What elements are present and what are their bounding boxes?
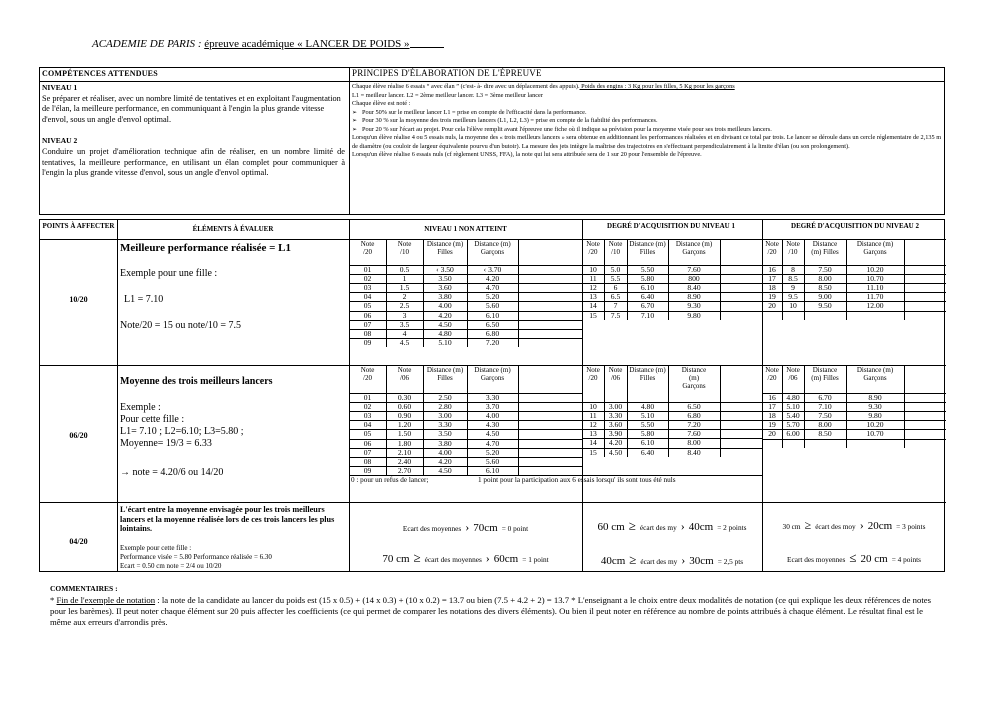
s1-n2-cell: 7.50 bbox=[818, 265, 832, 274]
s1-n2-cell: 9.50 bbox=[818, 301, 832, 311]
s1-n1na-cell: 6.80 bbox=[485, 328, 500, 338]
s2-n1na-cell: 05 bbox=[363, 429, 372, 439]
s1-n2-cell: 9.5 bbox=[788, 292, 798, 302]
competences-block bbox=[42, 83, 345, 179]
s1-n1-cell: 6.40 bbox=[640, 292, 655, 302]
s1-n1na-cell: 07 bbox=[363, 319, 372, 329]
s2-n1na-cell: 06 bbox=[363, 438, 372, 448]
s2-n1-cell: 4.20 bbox=[608, 438, 623, 448]
s2-n2-cell: 5.10 bbox=[786, 402, 800, 412]
s2-n1-cell: 6.10 bbox=[640, 438, 655, 448]
s1-n1na-cell: 06 bbox=[363, 310, 372, 320]
s2-n2-cell: 19 bbox=[768, 420, 776, 430]
s1-n1na-cell: 2 bbox=[402, 292, 407, 302]
s1-n1na-cell: 1.5 bbox=[399, 283, 410, 293]
s1-n1na-cell: 02 bbox=[363, 274, 372, 284]
s2-n1na-cell: 0.30 bbox=[397, 393, 412, 402]
s1-n2-cell: 10.70 bbox=[866, 274, 884, 284]
s2-n1na-header: Note /06 bbox=[397, 366, 412, 382]
s1-n1na-cell: 04 bbox=[363, 292, 372, 302]
s2-example-line: Pour cette fille : bbox=[120, 414, 185, 425]
s2-n1na-cell: 4.00 bbox=[438, 447, 452, 457]
s1-n1-header: Note /10 bbox=[608, 240, 623, 256]
s1-example: Exemple pour une fille : bbox=[120, 268, 218, 279]
s2-n1-cell: 7.60 bbox=[687, 429, 701, 439]
niveau2-text: Conduire un projet d'amélioration technique afin de réaliser, en un nombre limité de tentatives, la meilleure performance, en utilisant un élan complet pour communiquer à l'engin la plus grande vitesse d'envol, sous un angle d'envol optimal. bbox=[42, 146, 345, 178]
header-points: POINTS À AFFECTER bbox=[42, 222, 115, 230]
s2-n1-cell: 14 bbox=[589, 438, 597, 448]
s1-n1na-cell: 09 bbox=[363, 337, 372, 347]
s1-n1-header: Note /20 bbox=[586, 240, 600, 256]
s1-n1-cell: 14 bbox=[589, 301, 597, 311]
s1-n1na-cell: 4.00 bbox=[438, 301, 452, 311]
s2-n2-cell: 9.80 bbox=[868, 411, 882, 421]
competences-title: COMPÉTENCES ATTENDUES bbox=[42, 69, 158, 78]
s1-n1-cell: 6.70 bbox=[640, 301, 655, 311]
s1-n1na-cell: 3.5 bbox=[399, 319, 410, 329]
s2-n1-cell: 5.80 bbox=[640, 429, 655, 439]
s2-n2-header: Note /06 bbox=[786, 366, 800, 382]
principes-block: Chaque élève réalise 6 essais “ avec élan ” (c'est- à- dire avec un déplacement des appuis). Poids des engins : 3 Kg pour les filles, 5 Kg pour les garçons L1 = meilleur lancer. L2 = 2ème meilleur lancer. L3 = 3ème meilleur lancer Chaque élève est noté : ➢ Pour 50% sur le meilleur lancer L1 = prise en compte de l'efficacité dans la performance. ➢ Pour 30 % sur la moyenne des trois meilleurs lancers (L1, L2, L3) = prise en compte de la fiabilité des performances. ➢ Pour 20 % sur l'écart au projet. Pour cela l'élève remplit avant l'épreuve une fiche où il indique sa prévision pour la moyenne visée pour ses trois meilleurs lancers. Lorsqu'un élève réalise 4 ou 5 essais nuls, la moyenne des « trois meilleurs lancers » sera obtenue en additionnant les performances réalisées et en divisant ce total par trois. Le lancer se déroule dans un cercle réglementaire de 2,135 m de diamètre (ou couloir de largeur équivalente pourvu d'un butoir). La mesure des jets intègre la maîtrise des trajectoires en s'effectuant perpendiculairement à la limite d'élan (ou son prolongement). Lorsqu'un élève réalise 6 essais nuls (cf règlement UNSS, FFA), la note qui lui sera attribuée sera de 1 sur 20 pour l'ensemble de l'épreuve. bbox=[352, 83, 944, 160]
s2-n1-header: Distance (m) Filles bbox=[629, 366, 666, 382]
s1-n1na-cell: 2.5 bbox=[399, 301, 410, 311]
header-n2: DEGRÉ D'ACQUISITION DU NIVEAU 2 bbox=[791, 222, 919, 230]
s1-n1na-header: Note /10 bbox=[397, 240, 412, 256]
header-n1-not-reached: NIVEAU 1 NON ATTEINT bbox=[424, 225, 507, 233]
s1-n2-header: Distance (m) Filles bbox=[811, 240, 839, 256]
s2-n2-cell: 9.30 bbox=[868, 402, 882, 412]
rule-line bbox=[40, 502, 946, 503]
s1-n1na-cell: 4.50 bbox=[438, 319, 452, 329]
niveau1-label: NIVEAU 1 bbox=[42, 83, 78, 92]
s2-n1na-cell: 4.50 bbox=[438, 465, 452, 475]
s1-n1na-cell: 08 bbox=[363, 328, 372, 338]
s2-n1na-cell: 4.00 bbox=[485, 411, 500, 421]
s2-n2-cell: 18 bbox=[768, 411, 776, 421]
s2-n1na-cell: 2.80 bbox=[438, 402, 452, 412]
s2-n1-cell: 6.40 bbox=[640, 447, 655, 457]
s1-n1-cell: 7.60 bbox=[687, 265, 701, 274]
criterion-0-point: Ecart des moyennes › 70cm = 0 point bbox=[402, 520, 529, 534]
s2-n1na-cell: 2.50 bbox=[438, 393, 452, 402]
s2-n1na-cell: 3.30 bbox=[438, 420, 452, 430]
s2-n1na-cell: 4.50 bbox=[485, 429, 500, 439]
s1-n2-cell: 9 bbox=[791, 283, 795, 293]
s1-n1-cell: 8.90 bbox=[687, 292, 701, 302]
s2-n1-header: Distance (m) Garçons bbox=[681, 366, 707, 390]
s1-n1na-cell: 6.50 bbox=[485, 319, 500, 329]
s1-n1na-cell: 5.60 bbox=[485, 301, 500, 311]
comments-text: * Fin de l'exemple de notation : la note de la candidate au lancer du poids est (15 x 0.5) + (14 x 0.3) + (10 x 0.2) = 13.7 ou bien (7.5 + 4.2 + 2) = 13.7 * L'enseignant a le choix entre deux modalités de notation (ce qui explique les deux références de notes pour les barèmes). Il peut noter chaque élément sur 20 puis affecter les coefficients (ce qui permet de comparer les notations des divers éléments). Ou bien il peut noter en référence au nombre de points attribués à chaque élément. Le résultat final est le même aux erreurs d'arrondis près. bbox=[50, 595, 932, 627]
s2-n2-cell: 5.70 bbox=[786, 420, 800, 430]
s1-n2-cell: 11.70 bbox=[866, 292, 884, 302]
s2-n1-cell: 3.00 bbox=[608, 402, 623, 411]
s1-n1na-header: Note /20 bbox=[360, 240, 375, 256]
s1-n1na-cell: 4.70 bbox=[485, 283, 500, 293]
s1-note: Note/20 = 15 ou note/10 = 7.5 bbox=[120, 320, 241, 331]
s1-n2-cell: 8.5 bbox=[788, 274, 798, 284]
header-n1: DEGRÉ D'ACQUISITION DU NIVEAU 1 bbox=[607, 222, 735, 230]
rule-line bbox=[720, 239, 721, 320]
s2-n1na-cell: 0.60 bbox=[397, 402, 412, 412]
s2-n2-cell: 6.70 bbox=[818, 393, 832, 402]
s1-l1: L1 = 7.10 bbox=[124, 294, 164, 305]
s3-example: Exemple pour cette fille : bbox=[120, 544, 192, 552]
s2-n1na-cell: 02 bbox=[363, 402, 372, 412]
s2-footnote-participation: 1 point pour la participation aux 6 essais lorsqu' ils sont tous été nuls bbox=[478, 475, 676, 484]
s2-n2-cell: 6.00 bbox=[786, 429, 800, 439]
s1-n1-cell: 9.80 bbox=[687, 310, 701, 320]
s2-n1-cell: 13 bbox=[589, 429, 597, 439]
rule-line bbox=[904, 239, 905, 320]
s1-n2-cell: 11.10 bbox=[866, 283, 884, 293]
s2-example-line: Moyenne= 19/3 = 6.33 bbox=[120, 438, 212, 449]
s1-n2-cell: 8.00 bbox=[818, 274, 832, 284]
grading-table bbox=[39, 219, 945, 572]
top-section bbox=[39, 67, 945, 215]
s2-n2-cell: 16 bbox=[768, 393, 776, 402]
s2-n2-cell: 8.90 bbox=[868, 393, 882, 402]
s2-n2-cell: 7.50 bbox=[818, 411, 832, 421]
s2-n2-cell: 7.10 bbox=[818, 402, 832, 412]
s2-n1na-cell: 04 bbox=[363, 420, 372, 430]
s1-n1na-cell: 5.20 bbox=[485, 292, 500, 302]
s2-n1na-cell: 4.20 bbox=[438, 456, 452, 466]
s1-n1na-cell: 6.10 bbox=[485, 310, 500, 320]
s2-n1na-cell: 2.10 bbox=[397, 447, 412, 457]
criterion-4-points: Ecart des moyennes ≤ 20 cm = 4 points bbox=[787, 550, 921, 565]
s1-n1na-cell: 1 bbox=[402, 274, 407, 284]
s2-n1-cell: 4.80 bbox=[640, 402, 655, 411]
s2-n1-cell: 3.90 bbox=[608, 429, 623, 439]
s2-n1na-header: Distance (m) Filles bbox=[426, 366, 464, 382]
academy-name: ACADEMIE DE PARIS bbox=[92, 38, 196, 50]
s1-n1-cell: 6.5 bbox=[610, 292, 621, 302]
s1-n1na-cell: 3 bbox=[402, 310, 407, 320]
criterion-2-points: 60 cm ≥ écart des my › 40cm = 2 points bbox=[597, 518, 747, 533]
s2-n1-cell: 10 bbox=[589, 402, 597, 411]
s2-n2-cell: 10.20 bbox=[866, 420, 884, 430]
points-s2: 06/20 bbox=[69, 431, 88, 440]
s1-n1na-header: Distance (m) Filles bbox=[426, 240, 464, 256]
s1-n1-cell: 7.10 bbox=[640, 310, 655, 320]
s2-title: Moyenne des trois meilleurs lancers bbox=[120, 376, 273, 387]
s1-n1na-cell: ‹ 3.50 bbox=[436, 265, 454, 274]
s3-example-ecart: Ecart = 0.50 cm note = 2/4 ou 10/20 bbox=[120, 562, 222, 570]
rule-line bbox=[582, 220, 583, 502]
document-title: épreuve académique « LANCER DE POIDS » bbox=[204, 38, 410, 50]
s1-n1-cell: 6.10 bbox=[640, 283, 655, 293]
s1-n1-cell: 9.30 bbox=[687, 301, 701, 311]
s1-n1na-cell: 5.10 bbox=[438, 337, 452, 347]
s2-n1-cell: 3.60 bbox=[608, 420, 623, 430]
bullet-item: ➢ Pour 50% sur le meilleur lancer L1 = prise en compte de l'efficacité dans la performance. bbox=[352, 109, 944, 118]
s2-n1na-cell: 4.70 bbox=[485, 438, 500, 448]
s1-n2-cell: 9.00 bbox=[818, 292, 832, 302]
s1-n2-header: Note /10 bbox=[786, 240, 800, 256]
criterion-2-5-points: 40cm ≥ écart des my › 30cm = 2,5 pts bbox=[600, 552, 744, 567]
s2-n1-cell: 5.10 bbox=[640, 411, 655, 421]
s2-n1na-cell: 1.20 bbox=[397, 420, 412, 430]
s1-n2-cell: 12.00 bbox=[866, 301, 884, 311]
s2-n1na-cell: 5.60 bbox=[485, 456, 500, 466]
rule-line bbox=[904, 365, 905, 448]
s2-n1-cell: 4.50 bbox=[608, 447, 623, 457]
s1-n1-header: Distance (m) Filles bbox=[629, 240, 666, 256]
s1-n1na-cell: 0.5 bbox=[399, 265, 410, 274]
page-header: ACADEMIE DE PARIS : épreuve académique « LANCER DE POIDS » bbox=[92, 38, 444, 50]
rule-line bbox=[117, 220, 118, 572]
s3-example-perf: Performance visée = 5.80 Performance réalisée = 6.30 bbox=[120, 553, 272, 561]
s1-n1-cell: 5.0 bbox=[610, 265, 621, 274]
s1-n1na-header: Distance (m) Garçons bbox=[474, 240, 511, 256]
s1-n1na-cell: 3.80 bbox=[438, 292, 452, 302]
s2-n1na-cell: 6.10 bbox=[485, 465, 500, 475]
s1-n1-cell: 13 bbox=[589, 292, 597, 302]
s1-n1-cell: 7.5 bbox=[610, 310, 621, 320]
s1-n2-header: Note /20 bbox=[765, 240, 779, 256]
s1-n1na-cell: 01 bbox=[363, 265, 372, 274]
s1-n1na-cell: 7.20 bbox=[485, 337, 500, 347]
s1-n1-cell: 8.40 bbox=[687, 283, 701, 293]
s1-n1-cell: 6 bbox=[613, 283, 618, 293]
s2-n1na-cell: 09 bbox=[363, 465, 372, 475]
s1-n1na-cell: 03 bbox=[363, 283, 372, 293]
s2-n1na-cell: 3.80 bbox=[438, 438, 452, 448]
s2-n1na-cell: 3.50 bbox=[438, 429, 452, 439]
s2-n2-cell: 10.70 bbox=[866, 429, 884, 439]
bullet-item: ➢ Pour 20 % sur l'écart au projet. Pour cela l'élève remplit avant l'épreuve une fiche où il indique sa prévision pour la moyenne visée pour ses trois meilleurs lancers. bbox=[352, 126, 944, 135]
s2-n1-cell: 5.50 bbox=[640, 420, 655, 430]
s2-n1na-cell: 1.50 bbox=[397, 429, 412, 439]
s1-n1-cell: 5.50 bbox=[640, 265, 655, 274]
s1-n1na-cell: 4.5 bbox=[399, 337, 410, 347]
niveau1-text: Se préparer et réaliser, avec un nombre limité de tentatives et en exploitant l'augmentation de l'élan, la meilleure performance, en communiquant à l'engin la plus grande vitesse d'envol, sous un angle d'envol optimal. bbox=[42, 93, 341, 124]
s2-n1na-header: Note /20 bbox=[360, 366, 375, 382]
s1-n1na-cell: 3.50 bbox=[438, 274, 452, 284]
s2-n1-header: Note /06 bbox=[608, 366, 623, 382]
s1-n2-cell: 17 bbox=[768, 274, 776, 284]
criterion-3-points: 30 cm ≥ écart des moy › 20cm = 3 points bbox=[782, 518, 926, 532]
s2-n1na-cell: 3.00 bbox=[438, 411, 452, 421]
s1-n1-cell: 11 bbox=[589, 274, 597, 284]
s2-n1na-cell: 0.90 bbox=[397, 411, 412, 421]
s1-n1-cell: 12 bbox=[589, 283, 597, 293]
s2-n2-cell: 4.80 bbox=[786, 393, 800, 402]
principes-title: PRINCIPES D'ÉLABORATION DE L'ÉPREUVE bbox=[352, 68, 542, 78]
s1-n1na-cell: 4.20 bbox=[438, 310, 452, 320]
s2-n1-cell: 12 bbox=[589, 420, 597, 430]
s1-n2-header: Distance (m) Garçons bbox=[856, 240, 894, 256]
s2-n1-cell: 3.30 bbox=[608, 411, 623, 421]
s2-n1na-cell: 5.20 bbox=[485, 447, 500, 457]
s2-n1-cell: 7.20 bbox=[687, 420, 701, 430]
s2-n1na-cell: 2.70 bbox=[397, 465, 412, 475]
s1-n1na-cell: 4 bbox=[402, 328, 407, 338]
s2-n2-cell: 8.00 bbox=[818, 420, 832, 430]
points-s3: 04/20 bbox=[69, 537, 88, 546]
s2-n2-header: Note /20 bbox=[765, 366, 779, 382]
s1-n2-cell: 10.20 bbox=[866, 265, 884, 274]
comments bbox=[50, 583, 943, 628]
rule-line bbox=[762, 311, 946, 312]
s2-n1-cell: 15 bbox=[589, 447, 597, 457]
s2-n2-cell: 20 bbox=[768, 429, 776, 439]
s2-n1na-cell: 03 bbox=[363, 411, 372, 421]
s2-n2-cell: 8.50 bbox=[818, 429, 832, 439]
s2-n1na-cell: 07 bbox=[363, 447, 372, 457]
s2-n1na-cell: 3.30 bbox=[485, 393, 500, 402]
s1-n2-cell: 18 bbox=[768, 283, 776, 293]
s2-n1-cell: 6.50 bbox=[687, 402, 701, 411]
s1-n1-cell: 7 bbox=[613, 301, 618, 311]
header-elements: ÉLÉMENTS À ÉVALUER bbox=[192, 225, 274, 233]
s1-n1na-cell: 4.20 bbox=[485, 274, 500, 284]
s2-n1na-cell: 3.70 bbox=[485, 402, 500, 412]
s2-n1na-cell: 1.80 bbox=[397, 438, 412, 448]
s1-n2-cell: 10 bbox=[789, 301, 797, 311]
s2-example-line: L1= 7.10 ; L2=6.10; L3=5.80 ; bbox=[120, 426, 244, 437]
s2-n1-cell: 6.80 bbox=[687, 411, 701, 421]
s1-n1-header: Distance (m) Garçons bbox=[675, 240, 713, 256]
comments-title: COMMENTAIRES : bbox=[50, 584, 118, 593]
s2-n2-cell: 17 bbox=[768, 402, 776, 412]
s1-n1-cell: 10 bbox=[589, 265, 597, 274]
s1-n1na-cell: ‹ 3.70 bbox=[483, 265, 502, 274]
s2-example-result: → note = 4.20/6 ou 14/20 bbox=[120, 467, 224, 478]
s1-title: Meilleure performance réalisée = L1 bbox=[120, 242, 291, 254]
s1-n1-cell: 15 bbox=[589, 310, 597, 320]
s2-n1na-cell: 01 bbox=[363, 393, 372, 402]
s2-n1-cell: 8.00 bbox=[687, 438, 701, 448]
principes-bullets bbox=[352, 109, 944, 135]
s2-n1na-cell: 08 bbox=[363, 456, 372, 466]
s2-n1na-header: Distance (m) Garçons bbox=[474, 366, 511, 382]
s2-example-line: Exemple : bbox=[120, 402, 161, 413]
points-s1: 10/20 bbox=[69, 295, 88, 304]
s1-n2-cell: 8.50 bbox=[818, 283, 832, 293]
s1-n1-cell: 5.80 bbox=[640, 274, 655, 284]
s2-n2-cell: 5.40 bbox=[786, 411, 800, 421]
s2-n1na-cell: 4.30 bbox=[485, 420, 500, 430]
s1-n1-cell: 800 bbox=[688, 274, 700, 284]
s1-n1-cell: 5.5 bbox=[610, 274, 621, 284]
s1-n1na-cell: 4.80 bbox=[438, 328, 452, 338]
s2-footnote-refus: 0 : pour un refus de lancer; bbox=[351, 475, 429, 484]
s1-n1na-cell: 05 bbox=[363, 301, 372, 311]
criterion-1-point: 70 cm ≥ écart des moyennes › 60cm = 1 point bbox=[382, 550, 549, 565]
s2-n2-header: Distance (m) Filles bbox=[811, 366, 839, 382]
s2-n1-cell: 8.40 bbox=[687, 447, 701, 457]
bullet-item: ➢ Pour 30 % sur la moyenne des trois meilleurs lancers (L1, L2, L3) = prise en compte de la fiabilité des performances. bbox=[352, 117, 944, 126]
s1-n2-cell: 20 bbox=[768, 301, 776, 311]
s2-n1na-cell: 2.40 bbox=[397, 456, 412, 466]
s2-n1-cell: 11 bbox=[589, 411, 597, 421]
s1-n2-cell: 8 bbox=[791, 265, 795, 274]
s1-n2-cell: 19 bbox=[768, 292, 776, 302]
niveau2-label: NIVEAU 2 bbox=[42, 136, 78, 146]
s3-title: L'écart entre la moyenne envisagée pour les trois meilleurs lancers et la moyenne réalisée lors de ces trois lancers les plus lointains. bbox=[120, 505, 335, 534]
s1-n2-cell: 16 bbox=[768, 265, 776, 274]
s2-n1-header: Note /20 bbox=[586, 366, 600, 382]
rule-line bbox=[762, 439, 946, 440]
s1-n1na-cell: 3.60 bbox=[438, 283, 452, 293]
s2-n2-header: Distance (m) Garçons bbox=[856, 366, 894, 382]
